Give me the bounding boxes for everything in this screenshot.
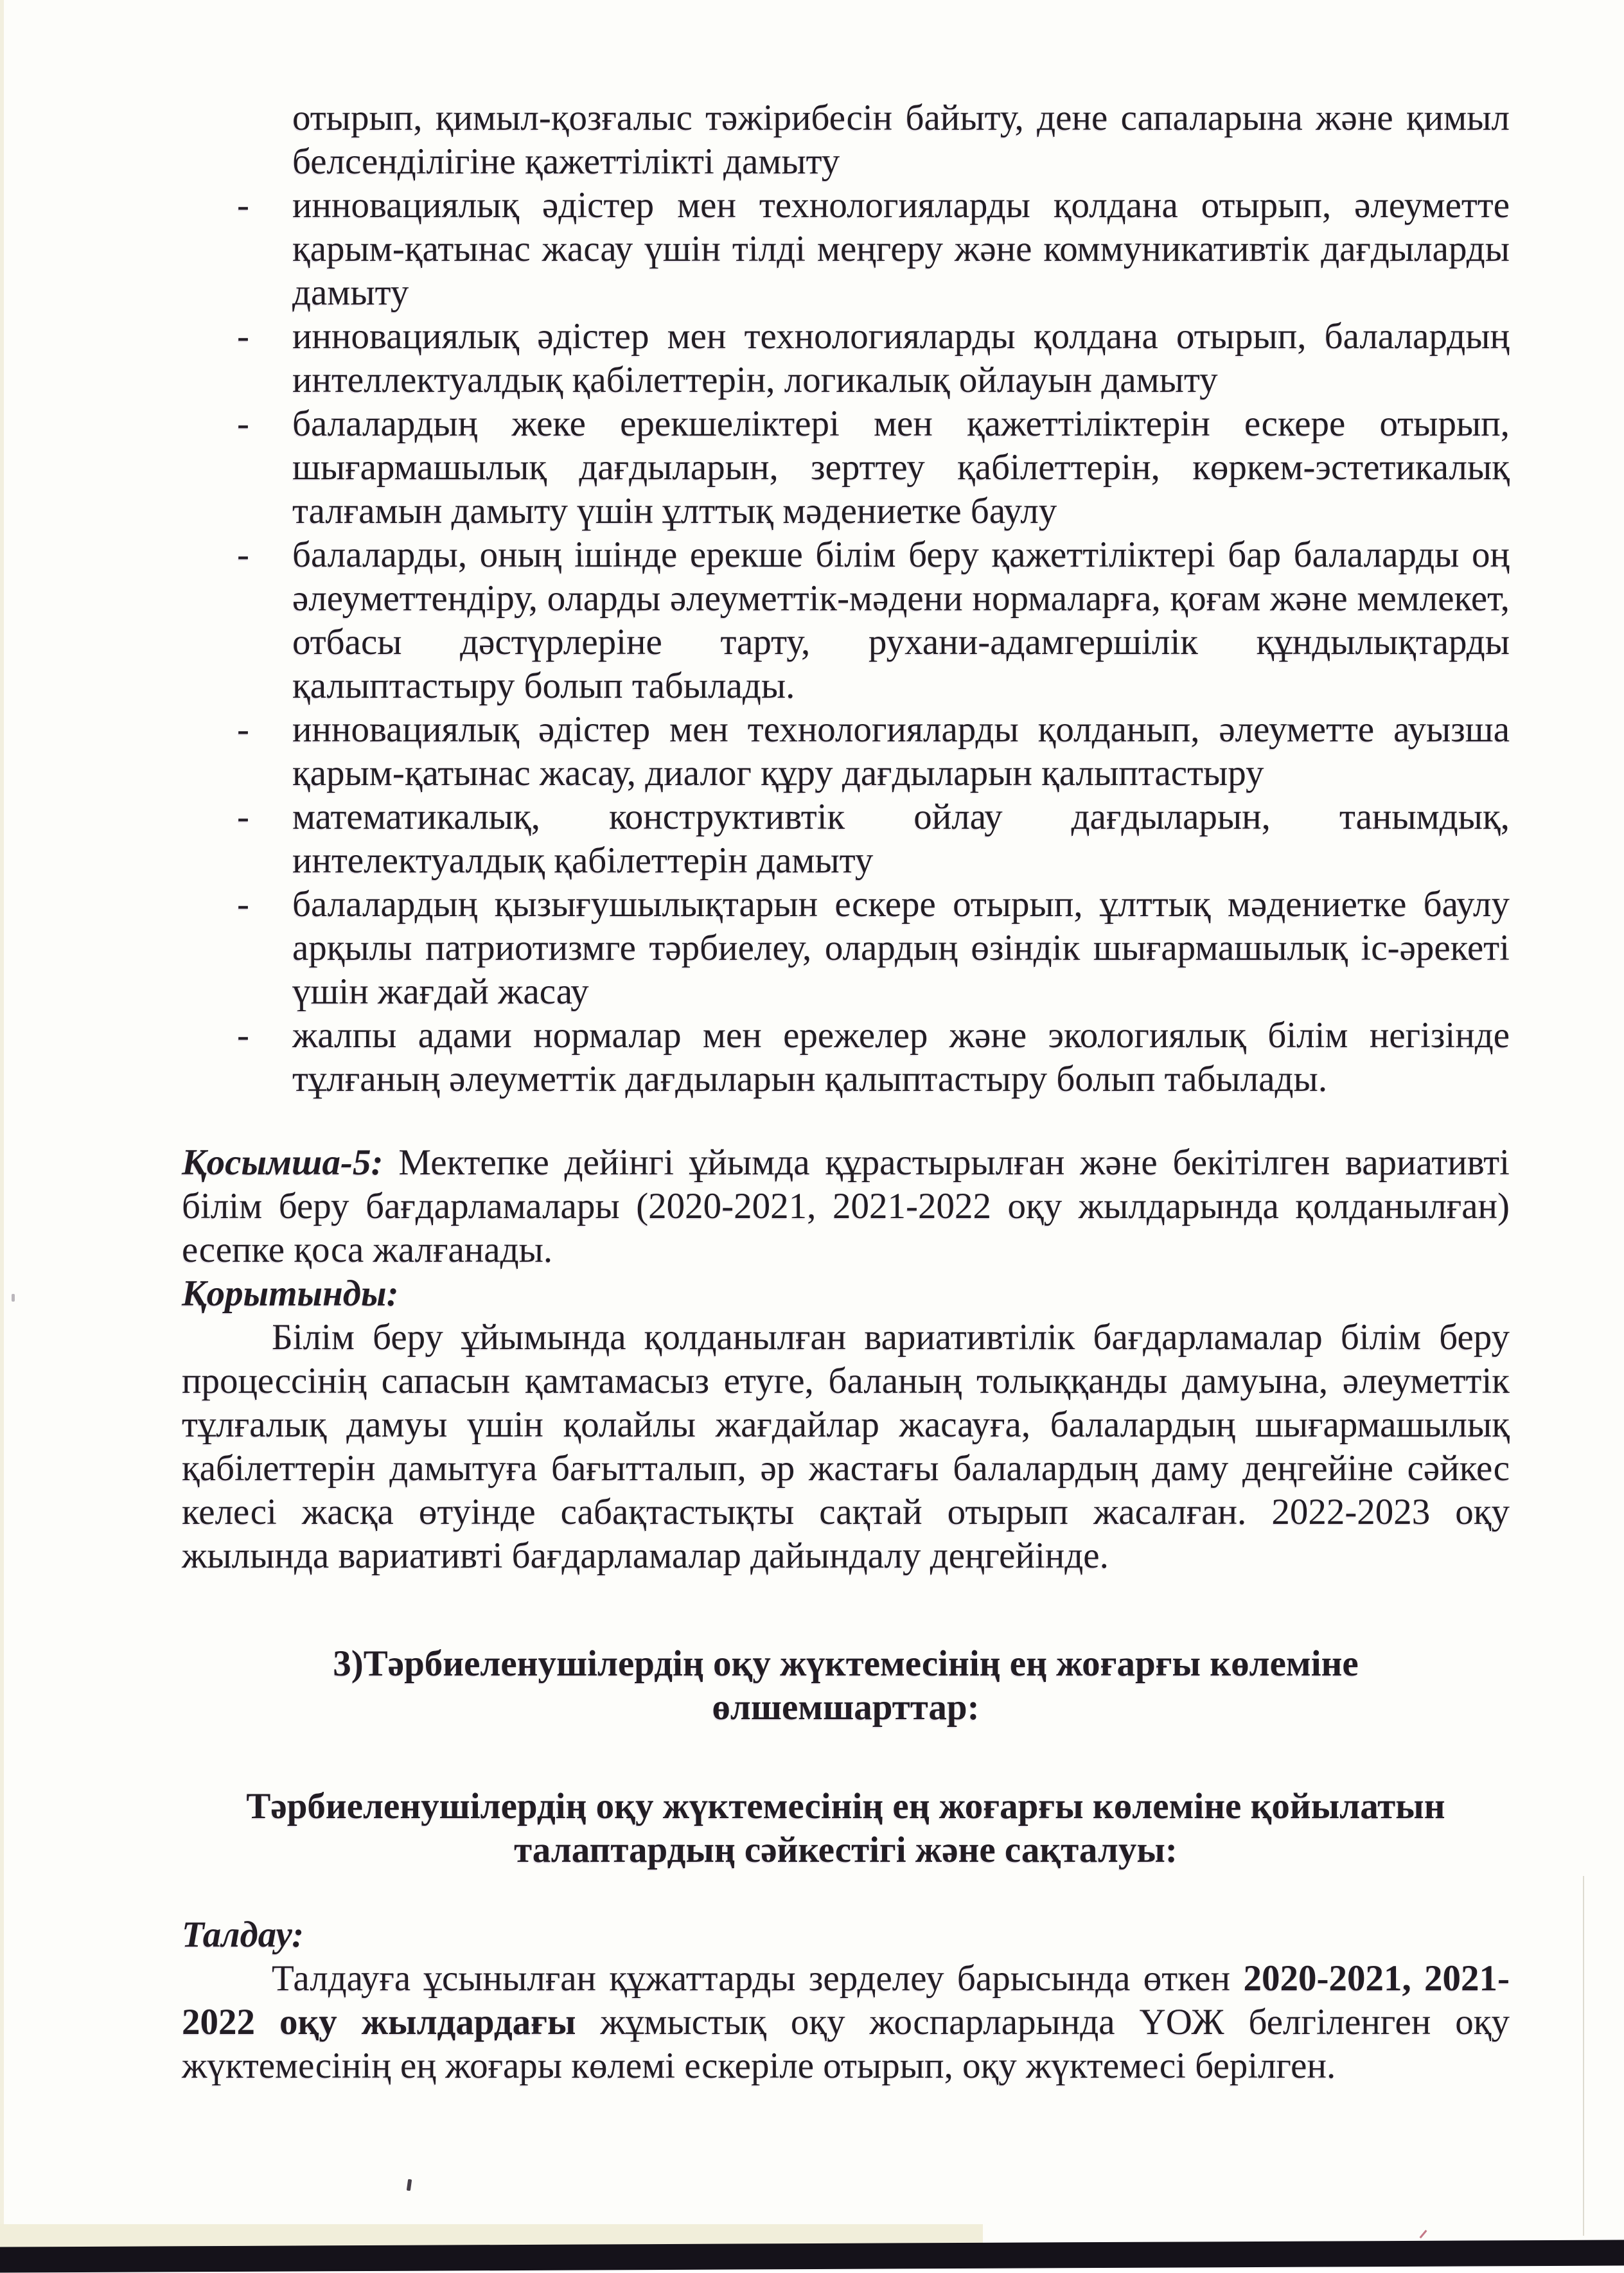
analysis-text-before: Талдауға ұсынылған құжаттарды зерделеу барысында өткен — [272, 1958, 1244, 1999]
conclusion-label: Қорытынды: — [182, 1273, 399, 1314]
list-item-text: математикалық, конструктивтік ойлау дағдыларын, танымдық, интелектуалдық қабілеттерін дамыту — [292, 797, 1510, 881]
appendix-paragraph — [182, 1141, 1510, 1272]
list-item — [237, 883, 1510, 1014]
list-item-text: балалардың жеке ерекшеліктері мен қажеттіліктерін ескере отырып, шығармашылық дағдыларын, зерттеу қабілеттерін, көркем-эстетикалық талғамын дамыту үшін ұлттық мәдениетке баулу — [292, 403, 1510, 531]
list-item-text: балаларды, оның ішінде ерекше білім беру қажеттіліктері бар балаларды оң әлеуметтендіру, оларды әлеуметтік-мәдени нормаларға, қоғам және мемлекет, отбасы дәстүрлеріне тарту, рухани-адамгершілік құндылықтарды қалыптастыру болып табылады. — [292, 535, 1510, 706]
list-item-text: инновациялық әдістер мен технологияларды қолдана отырып, әлеуметте қарым-қатынас жасау үшін тілді меңгеру және коммуникативтік дағдыларды дамыту — [292, 185, 1510, 313]
bullet-continuation-paragraph: отырып, қимыл-қозғалыс тәжірибесін байыту, дене сапаларына және қимыл белсенділігіне қажеттілікті дамыту — [292, 98, 1510, 182]
list-item — [237, 795, 1510, 883]
list-item-text: инновациялық әдістер мен технологияларды қолданып, әлеуметте ауызша қарым-қатынас жасау, диалог құру дағдыларын қалыптастыру — [292, 709, 1510, 793]
list-item-text: балалардың қызығушылықтарын ескере отырып, ұлттық мәдениетке баулу арқылы патриотизмге тәрбиелеу, олардың өзіндік шығармашылық іс-әрекеті үшін жағдай жасау — [292, 884, 1510, 1012]
scan-speck — [407, 2179, 412, 2191]
analysis-label: Талдау: — [182, 1915, 304, 1955]
bullet-dash: - — [237, 709, 249, 750]
list-item-text: инновациялық әдістер мен технологияларды қолдана отырып, балалардың интеллектуалдық қабілеттерін, логикалық ойлауын дамыту — [292, 316, 1510, 400]
requirements-heading: Тәрбиеленушілердің оқу жүктемесінің ең жоғарғы көлеміне қойылатын талаптардың сәйкестігі және сақталуы: — [246, 1786, 1445, 1870]
goals-bullet-list — [182, 184, 1510, 1101]
bullet-dash: - — [237, 1015, 249, 1056]
paper-edge-left — [0, 0, 4, 2253]
bullet-dash: - — [237, 403, 249, 444]
list-item — [237, 184, 1510, 315]
analysis-text-after: жұмыстық оқу жоспарларында ҮОЖ белгіленген оқу жүктемесінің ең жоғары көлемі ескеріле отырып, оқу жүктемесі берілген. — [182, 2002, 1510, 2086]
scan-speck — [1420, 2230, 1427, 2238]
appendix-text: Мектепке дейінгі ұйымда құрастырылған және бекітілген вариативті білім беру бағдарламалары (2020-2021, 2021-2022 оқу жылдарында қолданылған) есепке қоса жалғанады. — [182, 1142, 1510, 1270]
list-item-text: жалпы адами нормалар мен ережелер және экологиялық білім негізінде тұлғаның әлеуметтік дағдыларын қалыптастыру болып табылады. — [292, 1015, 1510, 1099]
bullet-dash: - — [237, 185, 249, 226]
list-item — [237, 1014, 1510, 1101]
bullet-dash: - — [237, 535, 249, 575]
bullet-dash: - — [237, 316, 249, 357]
analysis-text-bold: 2020-2021, 2021-2022 оқу жылдардағы — [182, 1958, 1510, 2042]
document-body — [182, 96, 1510, 2088]
conclusion-paragraph: Білім беру ұйымында қолданылған вариативтілік бағдарламалар білім беру процессінің сапасын қамтамасыз етуге, баланың толыққанды дамуына, әлеуметтік тұлғалық дамуы үшін қолайлы жағдайлар жасауға, балалардың шығармашылық қабілеттерін дамытуға бағытталып, әр жастағы балалардың даму деңгейіне сәйкес келесі жасқа өтуінде сабақтастықты сақтай отырып жасалған. 2022-2023 оқу жылында вариативті бағдарламалар дайындалу деңгейінде. — [182, 1317, 1510, 1576]
list-item — [237, 533, 1510, 708]
list-item — [237, 708, 1510, 795]
criteria-heading: 3)Тәрбиеленушілердің оқу жүктемесінің ең жоғарғы көлеміне өлшемшарттар: — [333, 1643, 1359, 1728]
bullet-dash: - — [237, 884, 249, 924]
analysis-paragraph — [182, 1957, 1510, 2088]
paper-edge-right — [1583, 1876, 1584, 2236]
bullet-dash: - — [237, 797, 249, 837]
appendix-label: Қосымша-5: — [182, 1142, 384, 1183]
list-item — [237, 315, 1510, 402]
list-item — [237, 402, 1510, 533]
scan-speck — [12, 1294, 15, 1302]
